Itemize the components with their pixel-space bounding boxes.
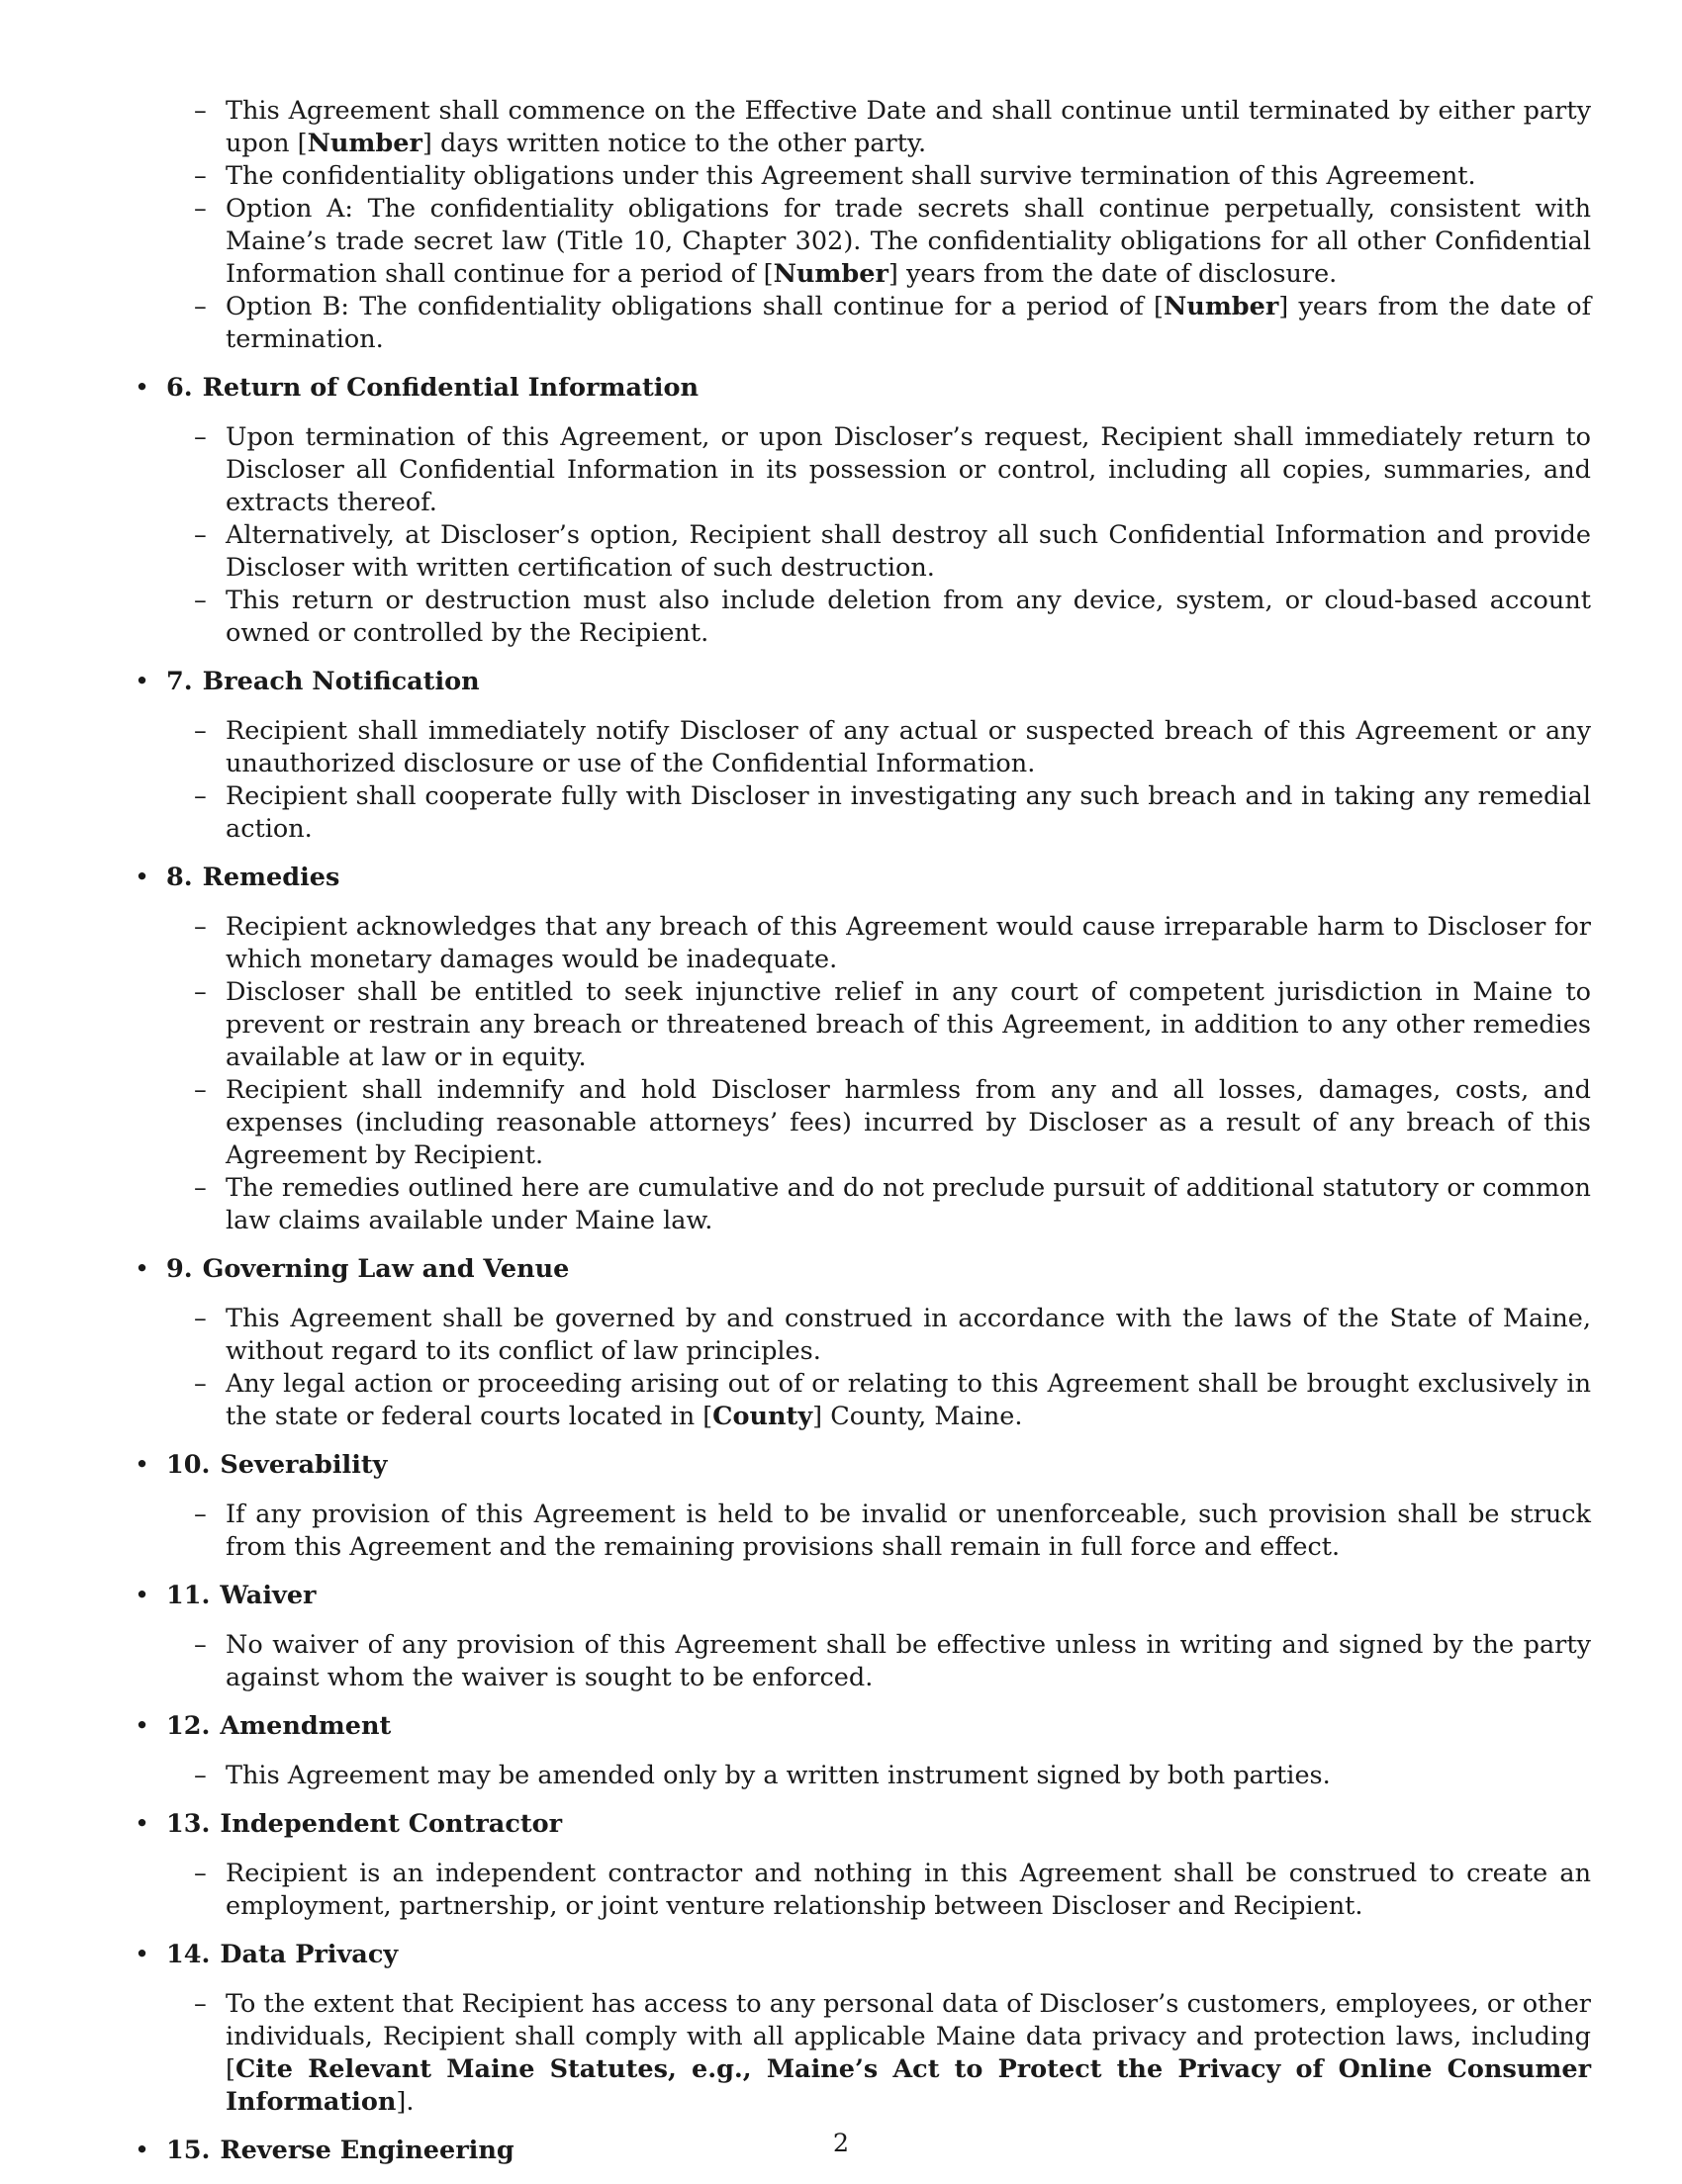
bullet-marker: • [135, 373, 150, 403]
bullet-marker: • [135, 1809, 150, 1839]
section-title: Governing Law and Venue [202, 1254, 570, 1284]
dash-marker: – [194, 194, 207, 224]
list-item [131, 1760, 1591, 1792]
list-item [131, 911, 1591, 976]
section [131, 1939, 1591, 2119]
section-clause-list [131, 1858, 1591, 1923]
section-number: 6. [166, 373, 193, 403]
list-item [131, 1303, 1591, 1368]
section-title: Severability [220, 1450, 388, 1480]
section-title: Remedies [202, 863, 340, 892]
list-item [131, 193, 1591, 291]
term-clause-list [131, 95, 1591, 356]
section-number: 8. [166, 863, 193, 892]
dash-marker: – [194, 1500, 207, 1529]
section-title: Independent Contractor [220, 1809, 563, 1839]
bullet-marker: • [135, 1940, 150, 1969]
item-text: If any provision of this Agreement is held to be invalid or unenforceable, such provision shall be struck from this Agreement and the remaining provisions shall remain in full force and effect. [226, 1500, 1591, 1562]
list-item [131, 1368, 1591, 1433]
item-text: Discloser shall be entitled to seek injunctive relief in any court of competent jurisdiction in Maine to prevent or restrain any breach or threatened breach of this Agreement, in addition to any other remedies available at law or in equity. [226, 977, 1591, 1072]
dash-marker: – [194, 977, 207, 1007]
dash-marker: – [194, 1304, 207, 1333]
item-text-tail: ] County, Maine. [812, 1402, 1023, 1431]
item-text: This Agreement shall be governed by and construed in accordance with the laws of the State of Maine, without regard to its conflict of law principles. [226, 1304, 1591, 1366]
dash-marker: – [194, 912, 207, 942]
bullet-marker: • [135, 863, 150, 892]
item-text: Recipient shall indemnify and hold Discloser harmless from any and all losses, damages, costs, and expenses (including reasonable attorneys’ fees) incurred by Discloser as a result of any breach of this Agreement by Recipient. [226, 1075, 1591, 1170]
placeholder-field: Number [773, 259, 888, 289]
section-number: 13. [166, 1809, 211, 1839]
section-heading [131, 1808, 1591, 1841]
section-number: 9. [166, 1254, 193, 1284]
section-number: 14. [166, 1940, 211, 1969]
item-text-tail: ] years from the date of disclosure. [888, 259, 1338, 289]
item-text: Alternatively, at Discloser’s option, Recipient shall destroy all such Confidential Information and provide Discloser with written certification of such destruction. [226, 520, 1591, 583]
section-number: 11. [166, 1581, 211, 1610]
section-clause-list [131, 1499, 1591, 1564]
bullet-marker: • [135, 2136, 150, 2165]
section-heading [131, 1449, 1591, 1482]
section [131, 862, 1591, 1237]
section-title: Waiver [220, 1581, 317, 1610]
section-heading [131, 862, 1591, 894]
list-item [131, 519, 1591, 585]
bullet-marker: • [135, 1254, 150, 1284]
dash-marker: – [194, 1173, 207, 1203]
section [131, 1808, 1591, 1923]
item-text: No waiver of any provision of this Agreement shall be effective unless in writing and signed by the party against whom the waiver is sought to be enforced. [226, 1630, 1591, 1692]
section [131, 1710, 1591, 1792]
item-text: Option A: The confidentiality obligations for trade secrets shall continue perpetually, consistent with Maine’s trade secret law (Title 10, Chapter 302). The confidentiality obligations for all other Confidential Information shall continue for a period of [ [226, 194, 1591, 289]
section [131, 666, 1591, 846]
section-heading [131, 666, 1591, 698]
dash-marker: – [194, 96, 207, 126]
section-number: 10. [166, 1450, 211, 1480]
dash-marker: – [194, 1989, 207, 2019]
section-heading [131, 1710, 1591, 1743]
item-text: The confidentiality obligations under this Agreement shall survive termination of this Agreement. [226, 161, 1476, 191]
dash-marker: – [194, 1859, 207, 1888]
dash-marker: – [194, 586, 207, 615]
section-clause-list [131, 1988, 1591, 2119]
section-clause-list [131, 1629, 1591, 1694]
list-item [131, 976, 1591, 1074]
section-clause-list [131, 421, 1591, 650]
item-text: This Agreement may be amended only by a written instrument signed by both parties. [226, 1761, 1331, 1790]
dash-marker: – [194, 1761, 207, 1790]
item-text: This return or destruction must also include deletion from any device, system, or cloud-based account owned or controlled by the Recipient. [226, 586, 1591, 648]
page-number: 2 [832, 2129, 850, 2158]
item-text: The remedies outlined here are cumulative and do not preclude pursuit of additional statutory or common law claims available under Maine law. [226, 1173, 1591, 1235]
item-text: Recipient shall immediately notify Discloser of any actual or suspected breach of this Agreement or any unauthorized disclosure or use of the Confidential Information. [226, 716, 1591, 778]
section-clause-list [131, 1303, 1591, 1433]
section [131, 1449, 1591, 1564]
section-title: Data Privacy [220, 1940, 399, 1969]
placeholder-field: County [712, 1402, 813, 1431]
list-item [131, 1074, 1591, 1172]
dash-marker: – [194, 520, 207, 550]
list-item [131, 585, 1591, 650]
list-item [131, 1172, 1591, 1237]
sections-container [131, 372, 1591, 2167]
item-text: To the extent that Recipient has access to any personal data of Discloser’s customers, employees, or other individuals, Recipient shall comply with all applicable Maine data privacy and protection laws, including [ [226, 1989, 1591, 2084]
section [131, 1253, 1591, 1433]
section [131, 1580, 1591, 1694]
list-item [131, 421, 1591, 519]
dash-marker: – [194, 422, 207, 452]
item-text: Recipient shall cooperate fully with Discloser in investigating any such breach and in taking any remedial action. [226, 781, 1591, 844]
section-clause-list [131, 715, 1591, 846]
list-item [131, 95, 1591, 160]
section-number: 15. [166, 2136, 211, 2165]
placeholder-field: Number [1163, 292, 1279, 321]
section-clause-list [131, 911, 1591, 1237]
bullet-marker: • [135, 1711, 150, 1741]
section-heading [131, 1253, 1591, 1286]
dash-marker: – [194, 1075, 207, 1105]
dash-marker: – [194, 1369, 207, 1399]
list-item [131, 715, 1591, 780]
section-heading [131, 1939, 1591, 1971]
section-number: 12. [166, 1711, 211, 1741]
placeholder-field: Cite Relevant Maine Statutes, e.g., Maine’s Act to Protect the Privacy of Online Consumer Information [226, 2054, 1591, 2117]
section-number: 7. [166, 667, 193, 696]
section-heading [131, 1580, 1591, 1612]
list-item [131, 291, 1591, 356]
item-text-tail: ]. [396, 2087, 415, 2117]
item-text: This Agreement shall commence on the Effective Date and shall continue until terminated by either party upon [ [226, 96, 1591, 158]
section-title: Return of Confidential Information [202, 373, 699, 403]
dash-marker: – [194, 716, 207, 746]
list-item [131, 1499, 1591, 1564]
document-body [131, 95, 1591, 2184]
section-clause-list [131, 1760, 1591, 1792]
section-heading [131, 372, 1591, 405]
item-text: Any legal action or proceeding arising out of or relating to this Agreement shall be brought exclusively in the state or federal courts located in [ [226, 1369, 1591, 1431]
item-text: Recipient acknowledges that any breach of this Agreement would cause irreparable harm to Discloser for which monetary damages would be inadequate. [226, 912, 1591, 974]
list-item [131, 1629, 1591, 1694]
dash-marker: – [194, 292, 207, 321]
item-text: Upon termination of this Agreement, or upon Discloser’s request, Recipient shall immediately return to Discloser all Confidential Information in its possession or control, including all copies, summaries, and extracts thereof. [226, 422, 1591, 517]
section-title: Amendment [220, 1711, 392, 1741]
bullet-marker: • [135, 667, 150, 696]
section [131, 372, 1591, 650]
list-item [131, 780, 1591, 846]
item-text: Recipient is an independent contractor and nothing in this Agreement shall be construed to create an employment, partnership, or joint venture relationship between Discloser and Recipient. [226, 1859, 1591, 1921]
dash-marker: – [194, 1630, 207, 1660]
bullet-marker: • [135, 1450, 150, 1480]
item-text-tail: ] days written notice to the other party. [421, 129, 927, 158]
bullet-marker: • [135, 1581, 150, 1610]
list-item [131, 160, 1591, 193]
placeholder-field: Number [307, 129, 422, 158]
list-item [131, 1988, 1591, 2119]
item-text-tail: ] years from the date of termination. [226, 292, 1592, 354]
section-title: Breach Notification [202, 667, 480, 696]
item-text: Option B: The confidentiality obligations shall continue for a period of [ [226, 292, 1164, 321]
list-item [131, 1858, 1591, 1923]
dash-marker: – [194, 781, 207, 811]
section-title: Reverse Engineering [220, 2136, 514, 2165]
dash-marker: – [194, 161, 207, 191]
